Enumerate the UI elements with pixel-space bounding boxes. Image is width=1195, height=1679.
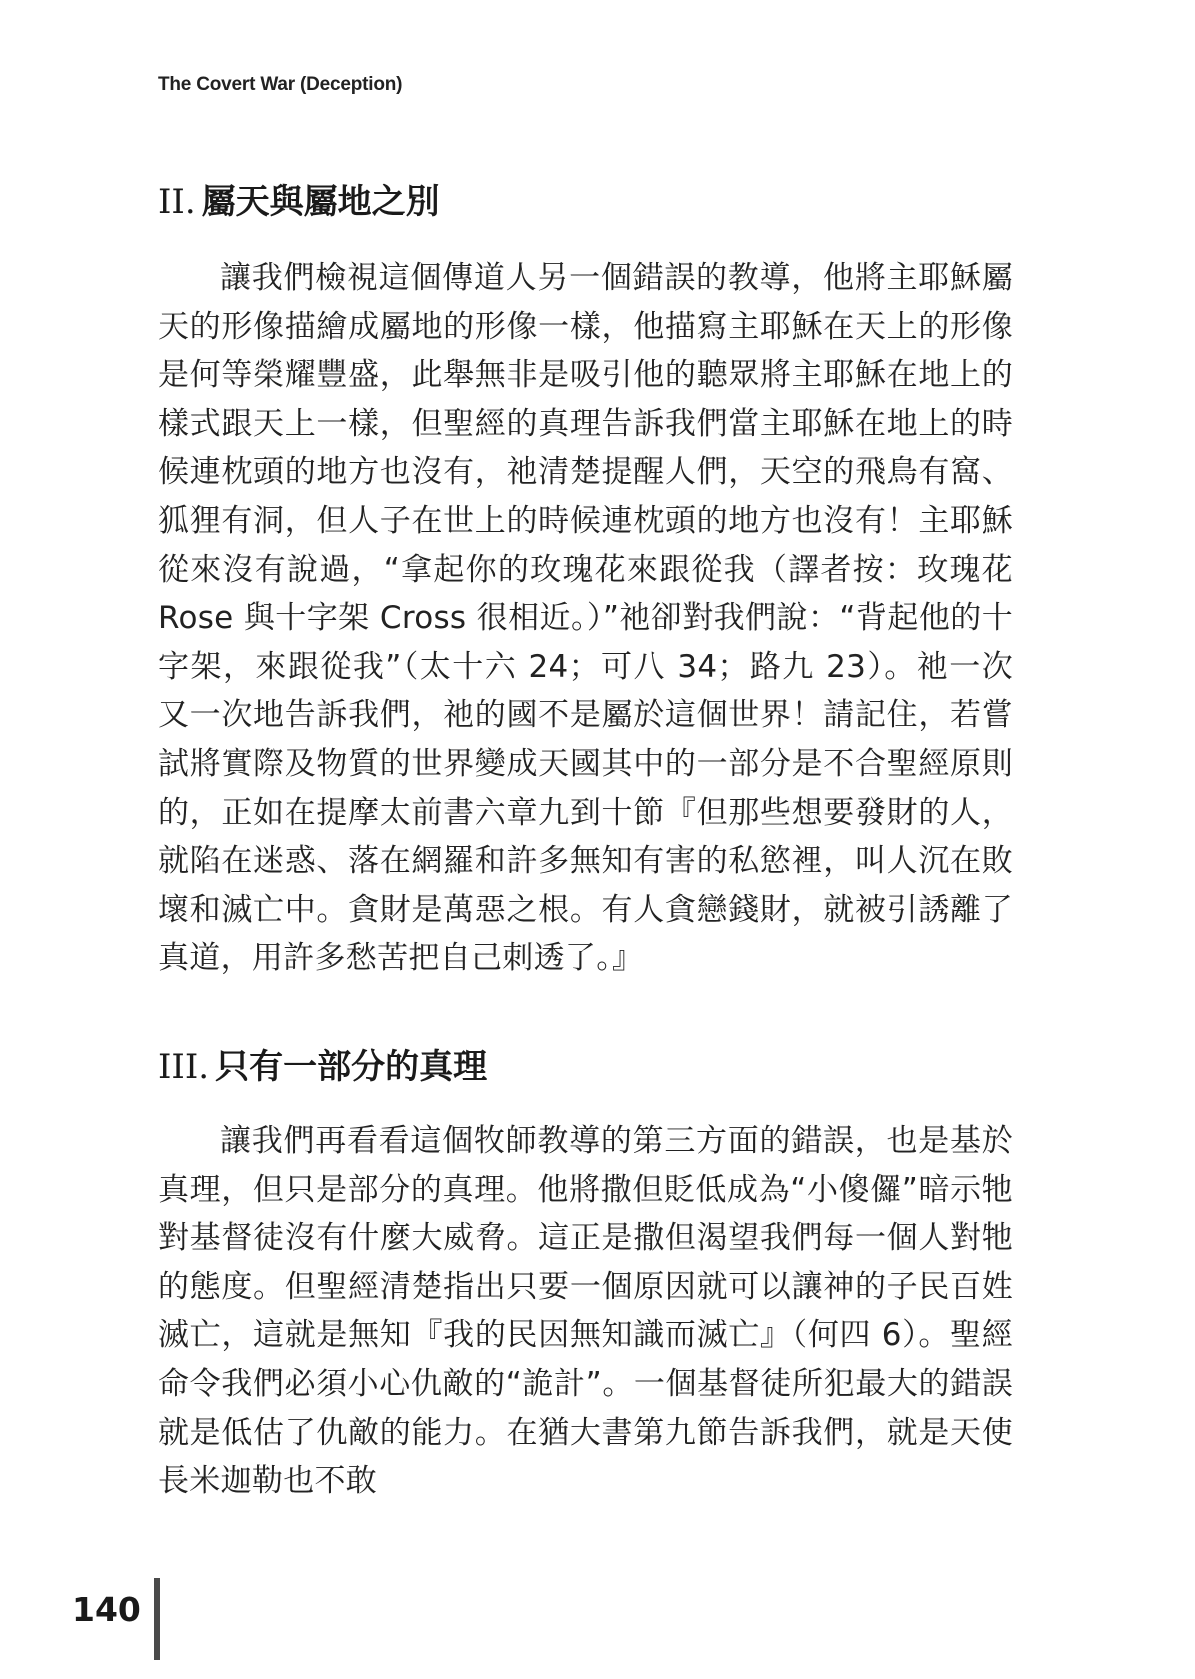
page-number: 140 [72, 1590, 141, 1629]
page-number-rule [154, 1578, 160, 1660]
running-header: The Covert War (Deception) [158, 74, 403, 95]
body-paragraph: 讓我們檢視這個傳道人另一個錯誤的教導，他將主耶穌屬天的形像描繪成屬地的形像一樣，他描寫主耶穌在天上的形像是何等榮耀豐盛，此舉無非是吸引他的聽眾將主耶穌在地上的樣式跟天上一樣，但聖經的真理告訴我們當主耶穌在地上的時候連枕頭的地方也沒有，祂清楚提醒人們，天空的飛鳥有窩、狐狸有洞，但人子在世上的時候連枕頭的地方也沒有！主耶穌從來沒有說過，“拿起你的玫瑰花來跟從我（譯者按：玫瑰花 Rose 與十字架 Cross 很相近。）”祂卻對我們說：“背起他的十字架，來跟從我”（太十六 24；可八 34；路九 23）。祂一次又一次地告訴我們，祂的國不是屬於這個世界！請記住，若嘗試將實際及物質的世界變成天國其中的一部分是不合聖經原則的，正如在提摩太前書六章九到十節『但那些想要發財的人，就陷在迷惑、落在網羅和許多無知有害的私慾裡，叫人沉在敗壞和滅亡中。貪財是萬惡之根。有人貪戀錢財，就被引誘離了真道，用許多愁苦把自己刺透了。』 [158, 260, 1013, 977]
section-heading-2 [158, 182, 440, 222]
section-title: 屬天與屬地之別 [201, 182, 440, 222]
section-heading-3 [158, 1047, 487, 1087]
section-title: 只有一部分的真理 [215, 1047, 488, 1087]
body-paragraph: 讓我們再看看這個牧師教導的第三方面的錯誤，也是基於真理，但只是部分的真理。他將撒但貶低成為“小傻儸”暗示牠對基督徒沒有什麼大威脅。這正是撒但渴望我們每一個人對牠的態度。但聖經清楚指出只要一個原因就可以讓神的子民百姓滅亡，這就是無知『我的民因無知識而滅亡』（何四 6）。聖經命令我們必須小心仇敵的“詭計”。一個基督徒所犯最大的錯誤就是低估了仇敵的能力。在猶大書第九節告訴我們，就是天使長米迦勒也不敢 [158, 1123, 1013, 1500]
section-numeral: III. [158, 1047, 210, 1087]
section-numeral: II. [158, 182, 196, 222]
